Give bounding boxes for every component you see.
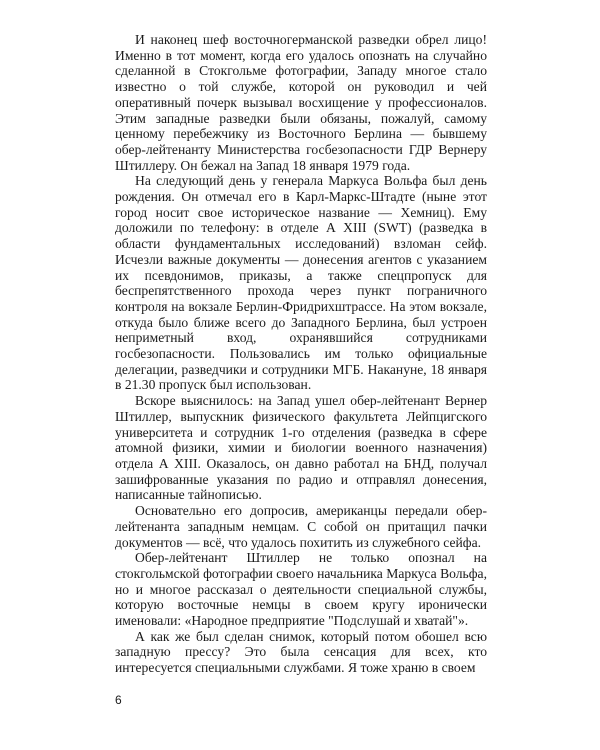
body-text	[115, 32, 487, 676]
paragraph: А как же был сделан снимок, который потом обошел всю западную прессу? Это была сенсация для всех, кто интересуется специальными службами. Я тоже храню в своем	[115, 628, 487, 676]
paragraph: Основательно его допросив, американцы передали обер-лейтенанта западным немцам. С собой он притащил пачки документов — всё, что удалось похитить из служебного сейфа.	[115, 503, 487, 550]
paragraph: На следующий день у генерала Маркуса Вольфа был день рождения. Он отмечал его в Карл-Маркс-Штадте (ныне этот город носит свое историческое название — Хемниц). Ему доложили по телефону: в отделе А XIII (SWT) (разведка в области фундаментальных исследований) взломан сейф. Исчезли важные документы — донесения агентов с указанием их псевдонимов, приказы, а также спецпропуск для беспрепятственного прохода через пункт пограничного контроля на вокзале Берлин-Фридрихштрассе. На этом вокзале, откуда было ближе всего до Западного Берлина, был устроен неприметный вход, охранявшийся сотрудниками госбезопасности. Пользовались им только официальные делегации, разведчики и сотрудники МГБ. Накануне, 18 января в 21.30 пропуск был использован.	[115, 173, 487, 393]
paragraph: И наконец шеф восточногерманской разведки обрел лицо! Именно в тот момент, когда его удалось опознать на случайно сделанной в Стокгольме фотографии, Западу многое стало известно о той службе, которой он руководил и чей оперативный почерк вызывал восхищение у профессионалов. Этим западные разведки были обязаны, пожалуй, самому ценному перебежчику из Восточного Берлина — бывшему обер-лейтенанту Министерства госбезопасности ГДР Вернеру Штиллеру. Он бежал на Запад 18 января 1979 года.	[115, 32, 487, 173]
paragraph: Вскоре выяснилось: на Запад ушел обер-лейтенант Вернер Штиллер, выпускник физического факультета Лейпцигского университета и сотрудник 1-го отделения (разведка в сфере атомной физики, химии и биологии военного назначения) отдела А XIII. Оказалось, он давно работал на БНД, получал зашифрованные указания по радио и отправлял донесения, написанные тайнописью.	[115, 393, 487, 503]
page-number: 6	[115, 693, 122, 707]
paragraph: Обер-лейтенант Штиллер не только опознал на стокгольмской фотографии своего начальника Маркуса Вольфа, но и многое рассказал о деятельности специальной службы, которую восточные немцы в своем кругу иронически именовали: «Народное предприятие "Подслушай и хватай"».	[115, 550, 487, 629]
